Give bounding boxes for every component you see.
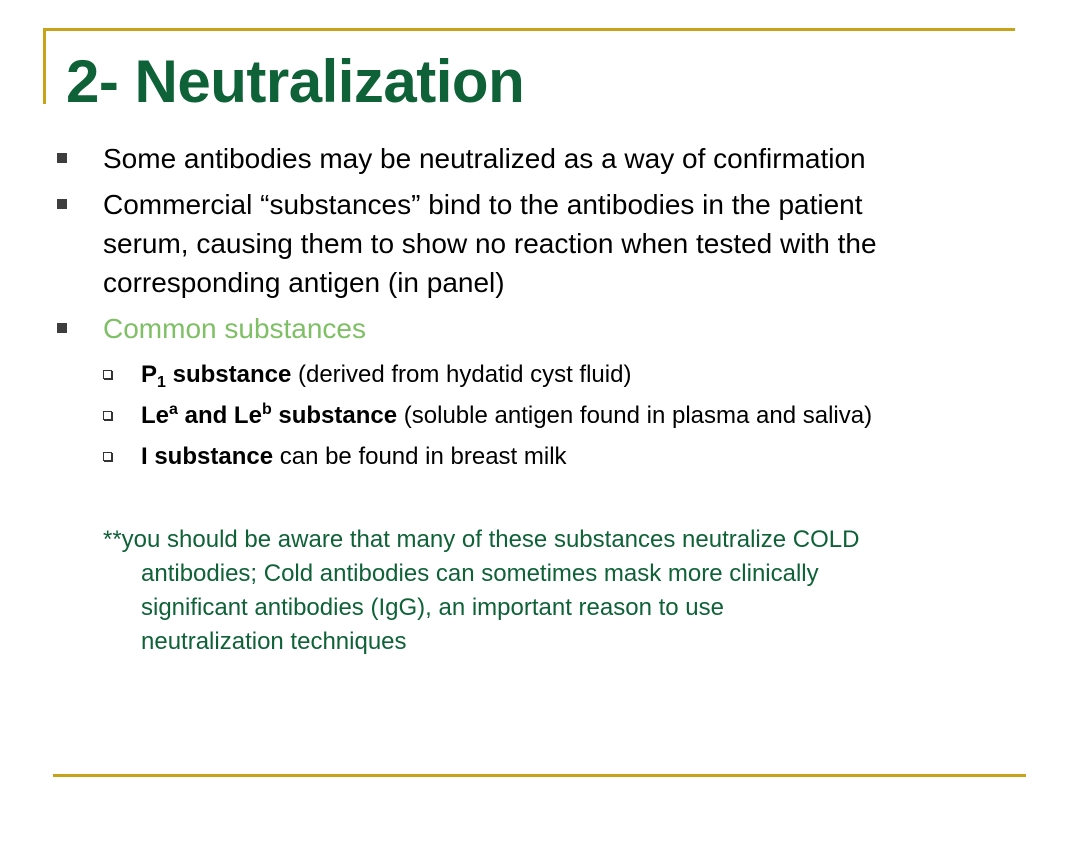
neutralization-note xyxy=(103,523,859,659)
sub-bullet-text: Le$^a$ and Le$^b$ substance (soluble antigen found in plasma and saliva) xyxy=(141,401,873,429)
hollow-square-bullet-icon xyxy=(103,452,112,461)
title-frame-vertical-rule xyxy=(43,28,46,104)
title-frame-horizontal-rule xyxy=(43,28,1015,31)
footer-rule xyxy=(53,774,1026,777)
sub-bullet-text: I substance can be found in breast milk xyxy=(141,443,567,470)
bullet-text: Some antibodies may be neutralized as a way of confirmation xyxy=(103,143,866,174)
bullet-text-continued: corresponding antigen (in panel) xyxy=(103,267,505,298)
square-bullet-icon xyxy=(57,153,67,163)
slide-title: 2- Neutralization xyxy=(66,48,525,115)
sub-bullet-text: $P_1$ substance (derived from hydatid cyst fluid) xyxy=(141,361,632,391)
note-line: neutralization techniques xyxy=(141,628,407,655)
bullet-text-highlight: Common substances xyxy=(103,313,367,344)
bullet-text-continued: serum, causing them to show no reaction when tested with the xyxy=(103,228,877,259)
note-line: antibodies; Cold antibodies can sometimes mask more clinically xyxy=(141,560,819,587)
square-bullet-icon xyxy=(57,199,67,209)
square-bullet-icon xyxy=(57,323,67,333)
note-line: significant antibodies (IgG), an important reason to use xyxy=(141,594,724,621)
bullet-text: Commercial “substances” bind to the antibodies in the patient xyxy=(103,189,863,220)
hollow-square-bullet-icon xyxy=(103,370,112,379)
hollow-square-bullet-icon xyxy=(103,411,112,420)
note-line: **you should be aware that many of these substances neutralize COLD xyxy=(103,526,860,553)
